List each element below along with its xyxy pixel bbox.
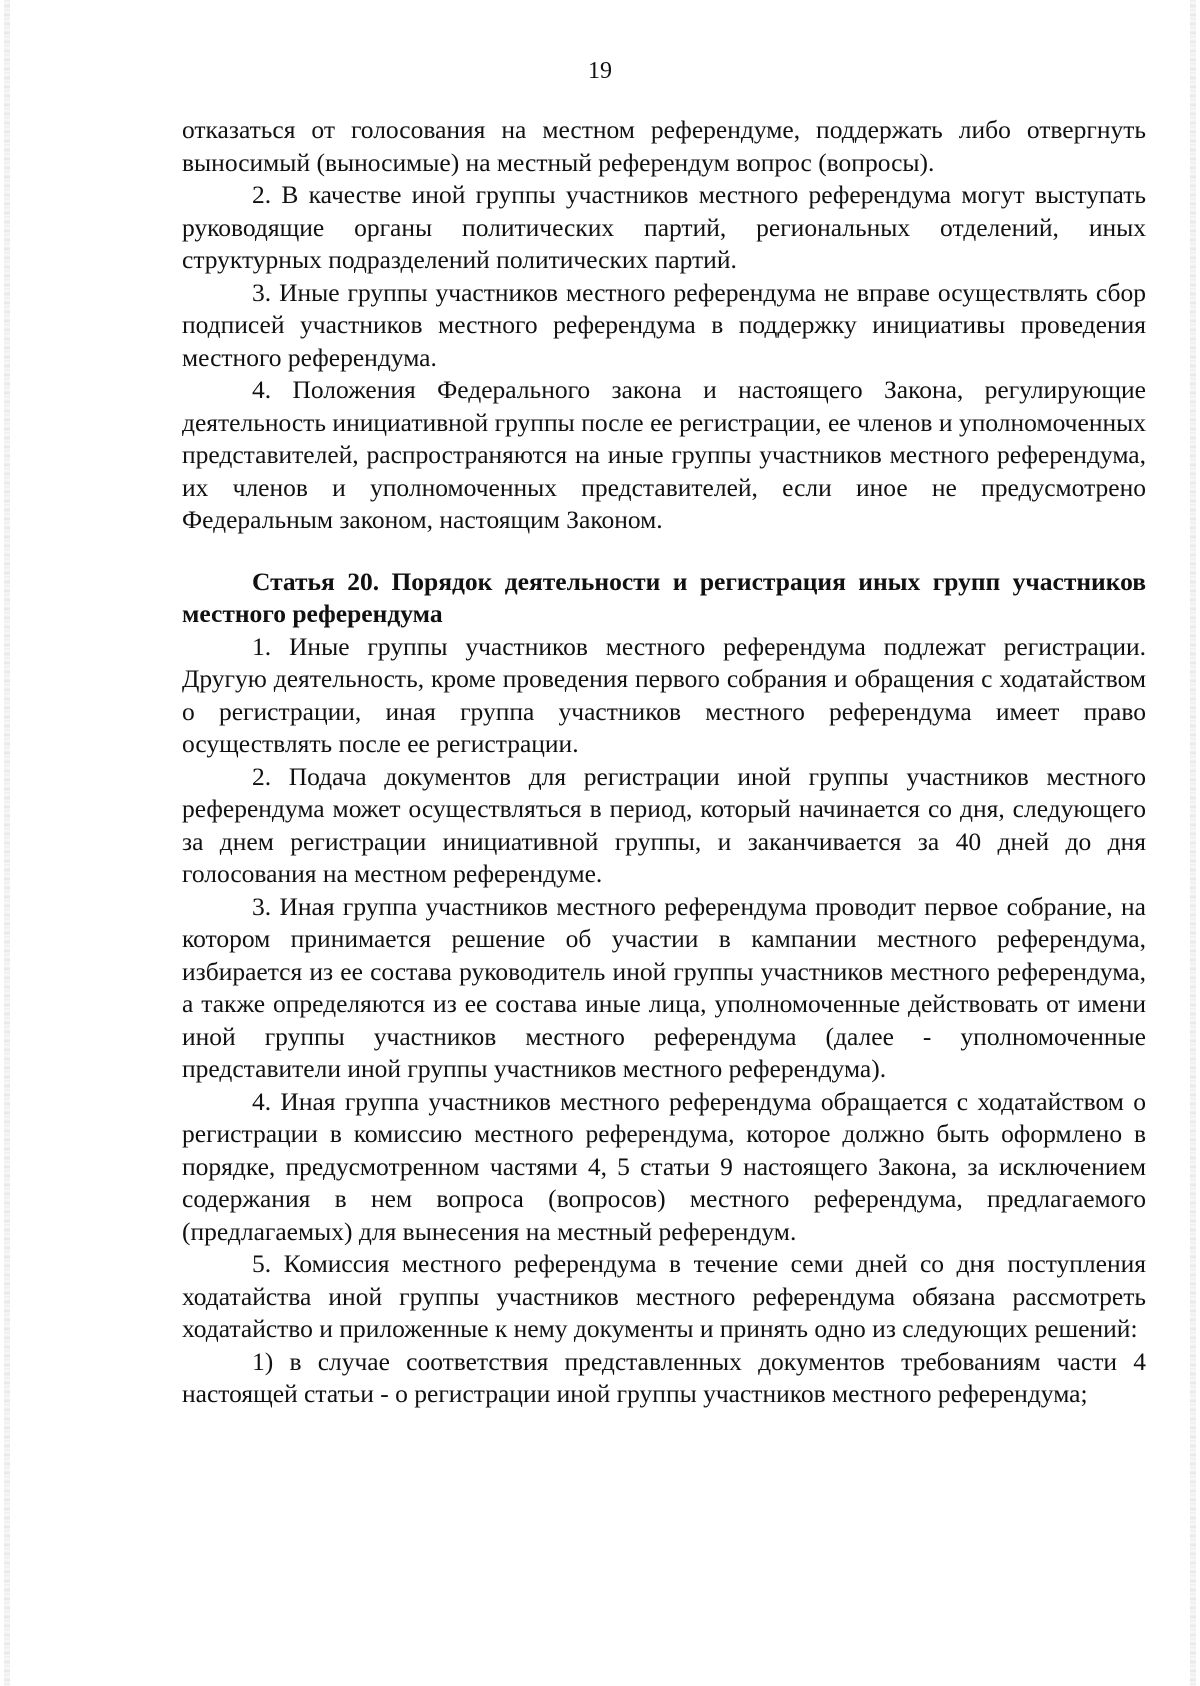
page-number: 19 xyxy=(588,58,612,84)
scan-edge-left xyxy=(4,0,10,1686)
paragraph-continuation: отказаться от голосования на местном референдуме, поддержать либо отвергнуть выносимый (выносимые) на местный референдум вопрос (вопросы). xyxy=(182,115,1146,177)
article-20-heading: Статья 20. Порядок деятельности и регистрация иных групп участников местного референдума xyxy=(182,566,1146,628)
paragraph-item-3: 3. Иные группы участников местного референдума не вправе осуществлять сбор подписей участников местного референдума в поддержку инициативы проведения местного референдума. xyxy=(182,277,1146,372)
scan-edge-right xyxy=(1190,0,1196,1686)
article-20-item-3: 3. Иная группа участников местного референдума проводит первое собрание, на котором принимается решение об участии в кампании местного референдума, избирается из ее состава руководитель иной группы участников местного референдума, а также определяются из ее состава иные лица, уполномоченные действовать от имени иной группы участников местного референдума (далее - уполномоченные представители иной группы участников местного референдума). xyxy=(182,891,1146,1083)
article-20-item-5-subitem-1: 1) в случае соответствия представленных документов требованиям части 4 настоящей статьи - о регистрации иной группы участников местного референдума; xyxy=(182,1346,1146,1408)
paragraph-item-4: 4. Положения Федерального закона и настоящего Закона, регулирующие деятельность инициативной группы после ее регистрации, ее членов и уполномоченных представителей, распространяются на иные группы участников местного референдума, их членов и уполномоченных представителей, если иное не предусмотрено Федеральным законом, настоящим Законом. xyxy=(182,375,1146,534)
article-20-item-1: 1. Иные группы участников местного референдума подлежат регистрации. Другую деятельность, кроме проведения первого собрания и обращения с ходатайством о регистрации, иная группа участников местного референдума имеет право осуществлять после ее регистрации. xyxy=(182,631,1146,758)
document-body xyxy=(182,114,1146,1411)
article-20-item-5: 5. Комиссия местного референдума в течение семи дней со дня поступления ходатайства иной группы участников местного референдума обязана рассмотреть ходатайство и приложенные к нему документы и принять одно из следующих решений: xyxy=(182,1249,1146,1343)
article-20-item-4: 4. Иная группа участников местного референдума обращается с ходатайством о регистрации в комиссию местного референдума, которое должно быть оформлено в порядке, предусмотренном частями 4, 5 статьи 9 настоящего Закона, за исключением содержания в нем вопроса (вопросов) местного референдума, предлагаемого (предлагаемых) для вынесения на местный референдум. xyxy=(182,1086,1146,1246)
article-20-item-2: 2. Подача документов для регистрации иной группы участников местного референдума может осуществляться в период, который начинается со дня, следующего за днем регистрации инициативной группы, и заканчивается за 40 дней до дня голосования на местном референдуме. xyxy=(182,761,1146,888)
paragraph-item-2: 2. В качестве иной группы участников местного референдума могут выступать руководящие органы политических партий, региональных отделений, иных структурных подразделений политических партий. xyxy=(182,180,1146,274)
